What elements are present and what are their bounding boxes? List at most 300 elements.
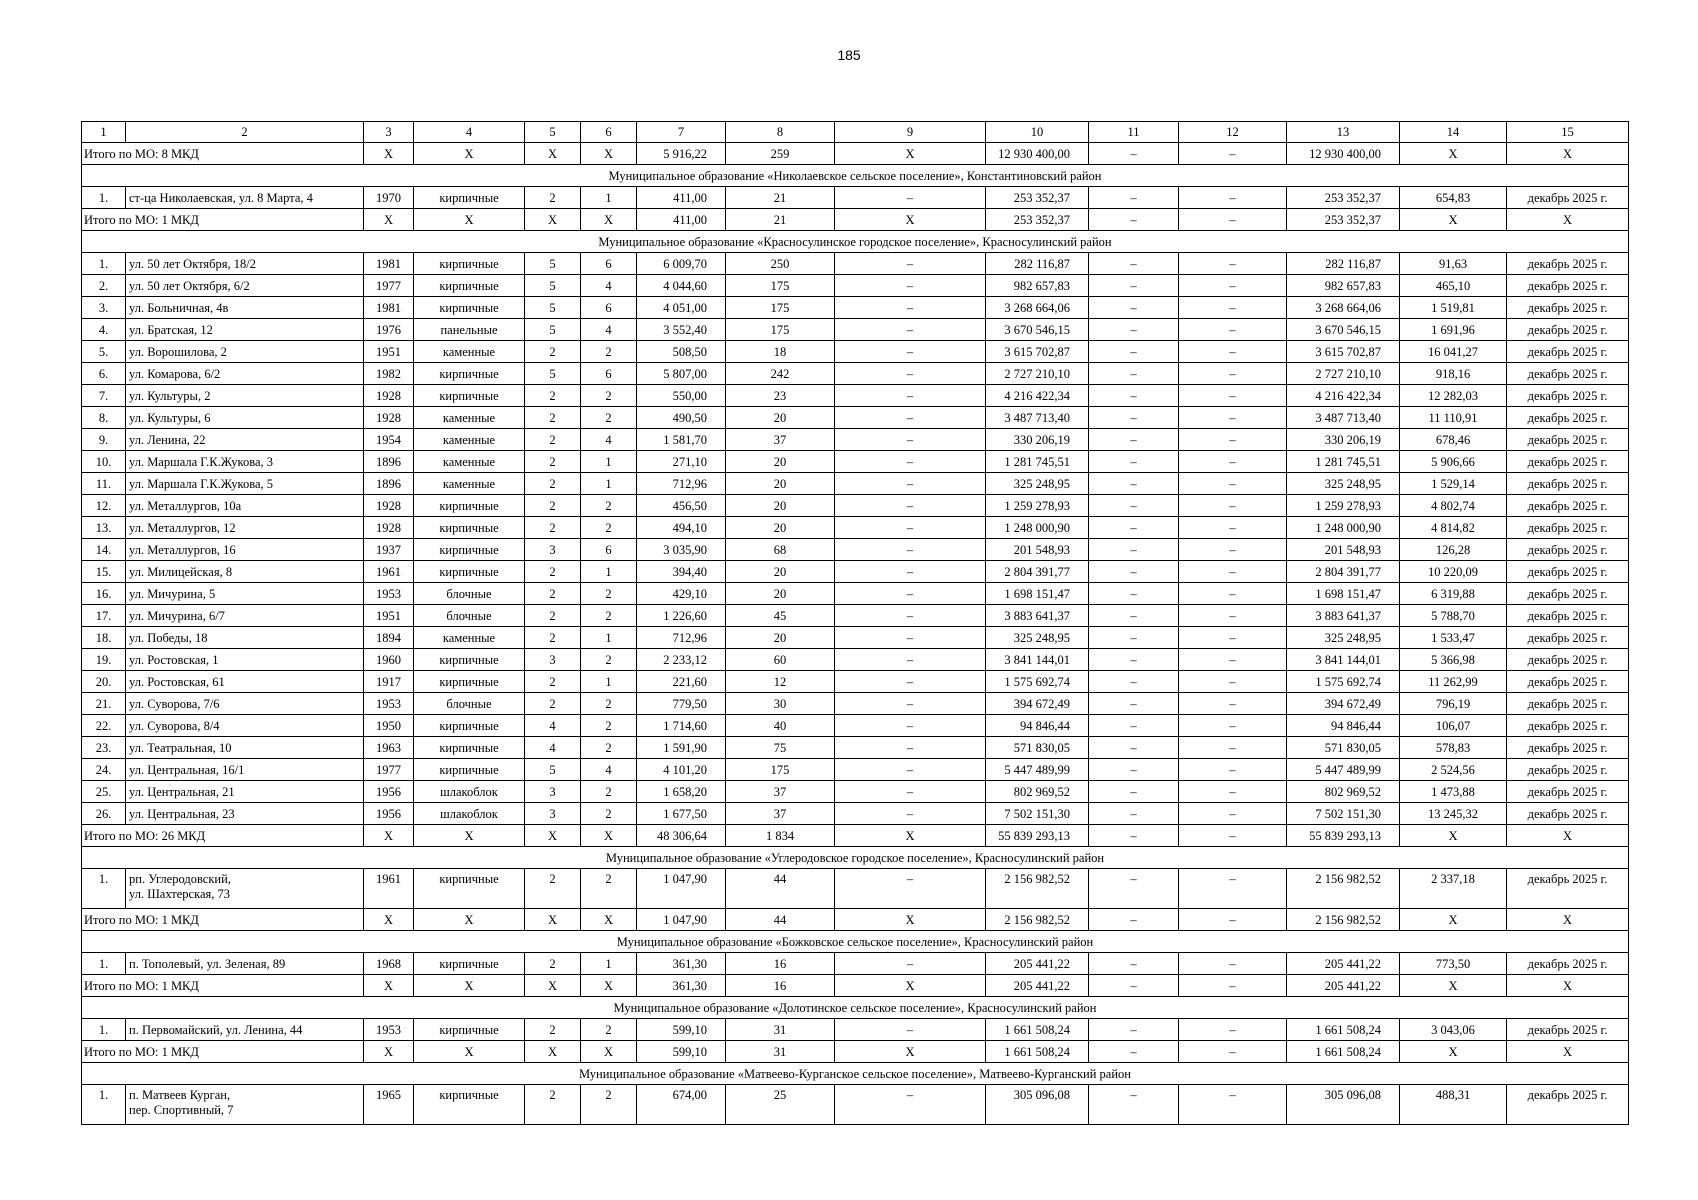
table-cell: – bbox=[1089, 363, 1179, 385]
subtotal-cell: 44 bbox=[726, 909, 835, 931]
subtotal-cell: 5 916,22 bbox=[637, 143, 726, 165]
table-cell: 1965 bbox=[364, 1085, 414, 1125]
table-cell: 3. bbox=[82, 297, 126, 319]
table-cell: 2 bbox=[581, 869, 637, 909]
table-cell: ул. 50 лет Октября, 18/2 bbox=[126, 253, 364, 275]
table-cell: ул. Центральная, 21 bbox=[126, 781, 364, 803]
table-cell: – bbox=[1179, 781, 1287, 803]
table-cell: – bbox=[1179, 341, 1287, 363]
table-row bbox=[82, 253, 1629, 275]
table-cell: 1968 bbox=[364, 953, 414, 975]
table-cell: 37 bbox=[726, 803, 835, 825]
table-cell: ул. Суворова, 8/4 bbox=[126, 715, 364, 737]
table-cell: ул. Ленина, 22 bbox=[126, 429, 364, 451]
table-cell: 1. bbox=[82, 253, 126, 275]
table-cell: 23 bbox=[726, 385, 835, 407]
table-cell: 24. bbox=[82, 759, 126, 781]
table-cell: 1950 bbox=[364, 715, 414, 737]
table-cell: – bbox=[1089, 693, 1179, 715]
column-number-cell: 4 bbox=[414, 122, 525, 143]
table-cell: 1 591,90 bbox=[637, 737, 726, 759]
table-row bbox=[82, 759, 1629, 781]
table-cell: 411,00 bbox=[637, 187, 726, 209]
table-cell: – bbox=[1179, 407, 1287, 429]
table-cell: ул. Металлургов, 16 bbox=[126, 539, 364, 561]
table-cell: 6 bbox=[581, 297, 637, 319]
table-cell: 4 814,82 bbox=[1400, 517, 1507, 539]
table-cell: – bbox=[835, 605, 986, 627]
table-cell: – bbox=[835, 671, 986, 693]
table-cell: 1970 bbox=[364, 187, 414, 209]
table-cell: блочные bbox=[414, 583, 525, 605]
table-row bbox=[82, 1019, 1629, 1041]
table-cell: 2 bbox=[525, 1019, 581, 1041]
table-cell: 1 698 151,47 bbox=[986, 583, 1089, 605]
table-cell: 6. bbox=[82, 363, 126, 385]
subtotal-cell: Х bbox=[414, 909, 525, 931]
page-number: 185 bbox=[837, 47, 861, 63]
table-cell: 5 bbox=[525, 759, 581, 781]
table-cell: декабрь 2025 г. bbox=[1507, 693, 1629, 715]
table-cell: 5 366,98 bbox=[1400, 649, 1507, 671]
table-cell: 2 bbox=[581, 803, 637, 825]
municipality-heading-row bbox=[82, 847, 1629, 869]
table-cell: 3 883 641,37 bbox=[1287, 605, 1400, 627]
subtotal-cell: – bbox=[1089, 825, 1179, 847]
table-row bbox=[82, 605, 1629, 627]
subtotal-cell: 1 661 508,24 bbox=[986, 1041, 1089, 1063]
table-cell: – bbox=[835, 627, 986, 649]
table-cell: декабрь 2025 г. bbox=[1507, 297, 1629, 319]
table-cell: – bbox=[835, 517, 986, 539]
subtotal-label: Итого по МО: 1 МКД bbox=[82, 975, 364, 997]
table-row bbox=[82, 953, 1629, 975]
table-cell: 982 657,83 bbox=[1287, 275, 1400, 297]
table-cell: 9. bbox=[82, 429, 126, 451]
table-cell: ул. Ростовская, 1 bbox=[126, 649, 364, 671]
table-cell: декабрь 2025 г. bbox=[1507, 429, 1629, 451]
table-cell: 2 bbox=[581, 1085, 637, 1125]
table-cell: 2 bbox=[581, 385, 637, 407]
subtotal-cell: Х bbox=[525, 143, 581, 165]
table-cell: 429,10 bbox=[637, 583, 726, 605]
table-cell: 11 110,91 bbox=[1400, 407, 1507, 429]
table-cell: 37 bbox=[726, 429, 835, 451]
table-cell: – bbox=[1179, 319, 1287, 341]
table-cell: 5 bbox=[525, 297, 581, 319]
table-cell: – bbox=[1089, 1085, 1179, 1125]
subtotal-cell: 205 441,22 bbox=[986, 975, 1089, 997]
table-cell: 1981 bbox=[364, 297, 414, 319]
table-cell: 982 657,83 bbox=[986, 275, 1089, 297]
table-cell: 712,96 bbox=[637, 473, 726, 495]
table-row bbox=[82, 297, 1629, 319]
table-cell: 250 bbox=[726, 253, 835, 275]
table-cell: 1. bbox=[82, 1085, 126, 1125]
table-cell: – bbox=[1089, 539, 1179, 561]
table-cell: 21. bbox=[82, 693, 126, 715]
table-cell: 2 bbox=[525, 341, 581, 363]
housing-registry-table bbox=[81, 121, 1629, 1125]
table-cell: 45 bbox=[726, 605, 835, 627]
table-cell: 20 bbox=[726, 451, 835, 473]
table-cell: – bbox=[835, 561, 986, 583]
subtotal-cell: Х bbox=[1400, 909, 1507, 931]
table-cell: 4 bbox=[525, 715, 581, 737]
table-cell: 2 804 391,77 bbox=[986, 561, 1089, 583]
subtotal-cell: Х bbox=[1400, 825, 1507, 847]
table-cell: 205 441,22 bbox=[1287, 953, 1400, 975]
table-cell: – bbox=[1179, 187, 1287, 209]
table-cell: 4 051,00 bbox=[637, 297, 726, 319]
table-cell: декабрь 2025 г. bbox=[1507, 253, 1629, 275]
table-cell: 2 bbox=[581, 605, 637, 627]
table-cell: 2 bbox=[525, 953, 581, 975]
table-cell: 16 041,27 bbox=[1400, 341, 1507, 363]
table-cell: – bbox=[1089, 649, 1179, 671]
table-cell: 2 bbox=[525, 495, 581, 517]
table-cell: 2 bbox=[581, 781, 637, 803]
table-cell: кирпичные bbox=[414, 275, 525, 297]
table-cell: – bbox=[1089, 451, 1179, 473]
table-cell: декабрь 2025 г. bbox=[1507, 715, 1629, 737]
table-cell: 5 906,66 bbox=[1400, 451, 1507, 473]
table-cell: – bbox=[835, 495, 986, 517]
table-cell: 3 268 664,06 bbox=[986, 297, 1089, 319]
table-cell: 282 116,87 bbox=[1287, 253, 1400, 275]
table-cell: декабрь 2025 г. bbox=[1507, 803, 1629, 825]
table-cell: 3 bbox=[525, 803, 581, 825]
subtotal-cell: 21 bbox=[726, 209, 835, 231]
table-cell: 1961 bbox=[364, 561, 414, 583]
table-cell: 106,07 bbox=[1400, 715, 1507, 737]
table-row bbox=[82, 583, 1629, 605]
table-cell: 5 807,00 bbox=[637, 363, 726, 385]
table-cell: 4 101,20 bbox=[637, 759, 726, 781]
table-cell: 2 bbox=[525, 583, 581, 605]
table-cell: 1 575 692,74 bbox=[1287, 671, 1400, 693]
column-number-cell: 2 bbox=[126, 122, 364, 143]
table-cell: 3 841 144,01 bbox=[1287, 649, 1400, 671]
table-cell: – bbox=[1179, 253, 1287, 275]
table-cell: ул. Суворова, 7/6 bbox=[126, 693, 364, 715]
table-cell: – bbox=[1179, 385, 1287, 407]
municipality-heading-row bbox=[82, 231, 1629, 253]
table-row bbox=[82, 781, 1629, 803]
subtotal-cell: Х bbox=[835, 975, 986, 997]
table-cell: 2 bbox=[581, 693, 637, 715]
municipality-heading: Муниципальное образование «Божковское сельское поселение», Красносулинский район bbox=[82, 931, 1629, 953]
subtotal-cell: Х bbox=[1507, 143, 1629, 165]
table-cell: 1 714,60 bbox=[637, 715, 726, 737]
subtotal-cell: 55 839 293,13 bbox=[1287, 825, 1400, 847]
table-cell: 3 043,06 bbox=[1400, 1019, 1507, 1041]
table-cell: 1963 bbox=[364, 737, 414, 759]
table-cell: 1 bbox=[581, 953, 637, 975]
table-cell: – bbox=[1089, 737, 1179, 759]
subtotal-cell: Х bbox=[1507, 209, 1629, 231]
subtotal-cell: – bbox=[1179, 209, 1287, 231]
table-cell: 1977 bbox=[364, 275, 414, 297]
table-cell: 1953 bbox=[364, 693, 414, 715]
municipality-heading: Муниципальное образование «Углеродовское городское поселение», Красносулинский район bbox=[82, 847, 1629, 869]
table-cell: 1 bbox=[581, 451, 637, 473]
subtotal-cell: Х bbox=[581, 975, 637, 997]
subtotal-cell: – bbox=[1089, 909, 1179, 931]
subtotal-row bbox=[82, 143, 1629, 165]
table-cell: декабрь 2025 г. bbox=[1507, 737, 1629, 759]
table-cell: 30 bbox=[726, 693, 835, 715]
table-cell: – bbox=[1089, 429, 1179, 451]
table-cell: 23. bbox=[82, 737, 126, 759]
table-cell: 2 bbox=[525, 451, 581, 473]
table-cell: 6 319,88 bbox=[1400, 583, 1507, 605]
table-cell: ул. Театральная, 10 bbox=[126, 737, 364, 759]
table-cell: 3 841 144,01 bbox=[986, 649, 1089, 671]
table-cell: 1 bbox=[581, 561, 637, 583]
table-cell: – bbox=[1089, 561, 1179, 583]
table-cell: 1 575 692,74 bbox=[986, 671, 1089, 693]
subtotal-cell: Х bbox=[525, 975, 581, 997]
table-cell: 3 615 702,87 bbox=[1287, 341, 1400, 363]
table-row bbox=[82, 715, 1629, 737]
subtotal-cell: 16 bbox=[726, 975, 835, 997]
table-cell: 2 156 982,52 bbox=[986, 869, 1089, 909]
table-row bbox=[82, 803, 1629, 825]
subtotal-cell: 1 834 bbox=[726, 825, 835, 847]
table-cell: 1956 bbox=[364, 781, 414, 803]
table-cell: 1 bbox=[581, 187, 637, 209]
table-cell: 3 883 641,37 bbox=[986, 605, 1089, 627]
municipality-heading: Муниципальное образование «Долотинское сельское поселение», Красносулинский район bbox=[82, 997, 1629, 1019]
table-cell: ул. Мичурина, 5 bbox=[126, 583, 364, 605]
column-number-cell: 11 bbox=[1089, 122, 1179, 143]
table-cell: – bbox=[1179, 451, 1287, 473]
table-cell: – bbox=[1179, 627, 1287, 649]
table-cell: кирпичные bbox=[414, 1019, 525, 1041]
table-cell: – bbox=[1179, 429, 1287, 451]
table-cell: декабрь 2025 г. bbox=[1507, 649, 1629, 671]
table-cell: 8. bbox=[82, 407, 126, 429]
table-cell: 20 bbox=[726, 627, 835, 649]
table-cell: – bbox=[1179, 1019, 1287, 1041]
table-cell: – bbox=[835, 385, 986, 407]
column-number-cell: 6 bbox=[581, 122, 637, 143]
table-cell: 1 661 508,24 bbox=[1287, 1019, 1400, 1041]
table-cell: 19. bbox=[82, 649, 126, 671]
column-number-cell: 15 bbox=[1507, 122, 1629, 143]
municipality-heading: Муниципальное образование «Красносулинское городское поселение», Красносулинский район bbox=[82, 231, 1629, 253]
table-cell: 1 698 151,47 bbox=[1287, 583, 1400, 605]
table-cell: кирпичные bbox=[414, 517, 525, 539]
table-cell: 712,96 bbox=[637, 627, 726, 649]
column-number-cell: 12 bbox=[1179, 122, 1287, 143]
subtotal-cell: 12 930 400,00 bbox=[1287, 143, 1400, 165]
table-cell: 2 bbox=[581, 737, 637, 759]
subtotal-cell: Х bbox=[835, 143, 986, 165]
table-cell: кирпичные bbox=[414, 1085, 525, 1125]
table-cell: 1 658,20 bbox=[637, 781, 726, 803]
table-cell: ул. Больничная, 4в bbox=[126, 297, 364, 319]
table-cell: 1. bbox=[82, 187, 126, 209]
table-cell: – bbox=[1179, 605, 1287, 627]
table-cell: 10. bbox=[82, 451, 126, 473]
table-cell: 1928 bbox=[364, 407, 414, 429]
column-number-cell: 10 bbox=[986, 122, 1089, 143]
table-cell: 75 bbox=[726, 737, 835, 759]
table-cell: – bbox=[1179, 363, 1287, 385]
table-cell: 253 352,37 bbox=[1287, 187, 1400, 209]
table-cell: 578,83 bbox=[1400, 737, 1507, 759]
table-cell: декабрь 2025 г. bbox=[1507, 1019, 1629, 1041]
table-cell: 796,19 bbox=[1400, 693, 1507, 715]
table-cell: п. Матвеев Курган, пер. Спортивный, 7 bbox=[126, 1085, 364, 1125]
table-cell: 25. bbox=[82, 781, 126, 803]
table-cell: 4 bbox=[581, 759, 637, 781]
subtotal-cell: – bbox=[1179, 975, 1287, 997]
table-cell: кирпичные bbox=[414, 253, 525, 275]
subtotal-label: Итого по МО: 1 МКД bbox=[82, 209, 364, 231]
table-cell: кирпичные bbox=[414, 363, 525, 385]
subtotal-cell: Х bbox=[364, 825, 414, 847]
table-cell: 12 282,03 bbox=[1400, 385, 1507, 407]
table-cell: 773,50 bbox=[1400, 953, 1507, 975]
table-cell: 20 bbox=[726, 517, 835, 539]
table-cell: – bbox=[1089, 473, 1179, 495]
table-cell: декабрь 2025 г. bbox=[1507, 451, 1629, 473]
table-cell: 5 bbox=[525, 253, 581, 275]
subtotal-cell: Х bbox=[1507, 825, 1629, 847]
table-body bbox=[82, 122, 1629, 1125]
table-cell: 1961 bbox=[364, 869, 414, 909]
table-cell: – bbox=[1089, 869, 1179, 909]
table-cell: – bbox=[1089, 253, 1179, 275]
table-cell: 5. bbox=[82, 341, 126, 363]
subtotal-cell: Х bbox=[835, 909, 986, 931]
table-cell: п. Первомайский, ул. Ленина, 44 bbox=[126, 1019, 364, 1041]
table-cell: декабрь 2025 г. bbox=[1507, 671, 1629, 693]
table-cell: – bbox=[835, 583, 986, 605]
subtotal-cell: 205 441,22 bbox=[1287, 975, 1400, 997]
table-cell: 2 bbox=[525, 693, 581, 715]
table-cell: 1 661 508,24 bbox=[986, 1019, 1089, 1041]
subtotal-cell: Х bbox=[414, 1041, 525, 1063]
table-cell: 20 bbox=[726, 583, 835, 605]
table-cell: 1956 bbox=[364, 803, 414, 825]
table-cell: ул. Ворошилова, 2 bbox=[126, 341, 364, 363]
table-cell: 14. bbox=[82, 539, 126, 561]
table-row bbox=[82, 517, 1629, 539]
municipality-heading: Муниципальное образование «Матвеево-Курганское сельское поселение», Матвеево-Курганский район bbox=[82, 1063, 1629, 1085]
table-cell: – bbox=[835, 737, 986, 759]
table-cell: 2 804 391,77 bbox=[1287, 561, 1400, 583]
table-cell: декабрь 2025 г. bbox=[1507, 495, 1629, 517]
table-cell: – bbox=[1179, 473, 1287, 495]
table-cell: ул. Центральная, 23 bbox=[126, 803, 364, 825]
table-cell: 94 846,44 bbox=[986, 715, 1089, 737]
table-cell: 802 969,52 bbox=[1287, 781, 1400, 803]
subtotal-cell: Х bbox=[364, 975, 414, 997]
table-cell: декабрь 2025 г. bbox=[1507, 1085, 1629, 1125]
table-cell: 1 248 000,90 bbox=[986, 517, 1089, 539]
subtotal-cell: Х bbox=[1400, 975, 1507, 997]
table-cell: 2 bbox=[581, 495, 637, 517]
subtotal-cell: Х bbox=[525, 1041, 581, 1063]
subtotal-cell: Х bbox=[1400, 143, 1507, 165]
municipality-heading-row bbox=[82, 931, 1629, 953]
table-cell: кирпичные bbox=[414, 561, 525, 583]
table-cell: 599,10 bbox=[637, 1019, 726, 1041]
table-cell: 26. bbox=[82, 803, 126, 825]
table-cell: 2. bbox=[82, 275, 126, 297]
table-cell: 21 bbox=[726, 187, 835, 209]
subtotal-cell: 411,00 bbox=[637, 209, 726, 231]
table-cell: 1928 bbox=[364, 385, 414, 407]
table-cell: декабрь 2025 г. bbox=[1507, 539, 1629, 561]
table-cell: – bbox=[1179, 671, 1287, 693]
table-cell: 508,50 bbox=[637, 341, 726, 363]
municipality-heading-row bbox=[82, 1063, 1629, 1085]
table-row bbox=[82, 407, 1629, 429]
table-cell: 1 bbox=[581, 671, 637, 693]
subtotal-cell: 599,10 bbox=[637, 1041, 726, 1063]
subtotal-cell: 48 306,64 bbox=[637, 825, 726, 847]
table-cell: – bbox=[1179, 649, 1287, 671]
table-cell: 1. bbox=[82, 869, 126, 909]
municipality-heading: Муниципальное образование «Николаевское сельское поселение», Константиновский район bbox=[82, 165, 1629, 187]
table-cell: 3 268 664,06 bbox=[1287, 297, 1400, 319]
table-cell: 12 bbox=[726, 671, 835, 693]
table-cell: – bbox=[835, 869, 986, 909]
table-cell: – bbox=[835, 363, 986, 385]
table-cell: – bbox=[1179, 869, 1287, 909]
table-cell: 68 bbox=[726, 539, 835, 561]
table-cell: кирпичные bbox=[414, 759, 525, 781]
table-cell: 3 bbox=[525, 781, 581, 803]
table-cell: 2 524,56 bbox=[1400, 759, 1507, 781]
table-cell: 175 bbox=[726, 275, 835, 297]
table-cell: 44 bbox=[726, 869, 835, 909]
table-cell: 1953 bbox=[364, 583, 414, 605]
table-cell: декабрь 2025 г. bbox=[1507, 561, 1629, 583]
table-cell: 40 bbox=[726, 715, 835, 737]
table-cell: кирпичные bbox=[414, 671, 525, 693]
table-cell: – bbox=[1089, 605, 1179, 627]
table-cell: кирпичные bbox=[414, 495, 525, 517]
table-cell: 94 846,44 bbox=[1287, 715, 1400, 737]
table-cell: 1951 bbox=[364, 341, 414, 363]
table-cell: – bbox=[1089, 671, 1179, 693]
table-cell: 282 116,87 bbox=[986, 253, 1089, 275]
table-cell: 1 259 278,93 bbox=[1287, 495, 1400, 517]
table-cell: ул. Центральная, 16/1 bbox=[126, 759, 364, 781]
table-cell: – bbox=[1179, 495, 1287, 517]
table-cell: – bbox=[835, 539, 986, 561]
table-cell: 12. bbox=[82, 495, 126, 517]
table-cell: 2 bbox=[581, 1019, 637, 1041]
table-cell: 1937 bbox=[364, 539, 414, 561]
subtotal-cell: Х bbox=[525, 909, 581, 931]
subtotal-cell: – bbox=[1179, 909, 1287, 931]
table-cell: – bbox=[1089, 187, 1179, 209]
column-number-cell: 13 bbox=[1287, 122, 1400, 143]
subtotal-cell: 253 352,37 bbox=[1287, 209, 1400, 231]
table-cell: 2 bbox=[525, 1085, 581, 1125]
table-cell: декабрь 2025 г. bbox=[1507, 341, 1629, 363]
table-cell: – bbox=[835, 715, 986, 737]
table-cell: 1 581,70 bbox=[637, 429, 726, 451]
table-cell: 5 bbox=[525, 363, 581, 385]
